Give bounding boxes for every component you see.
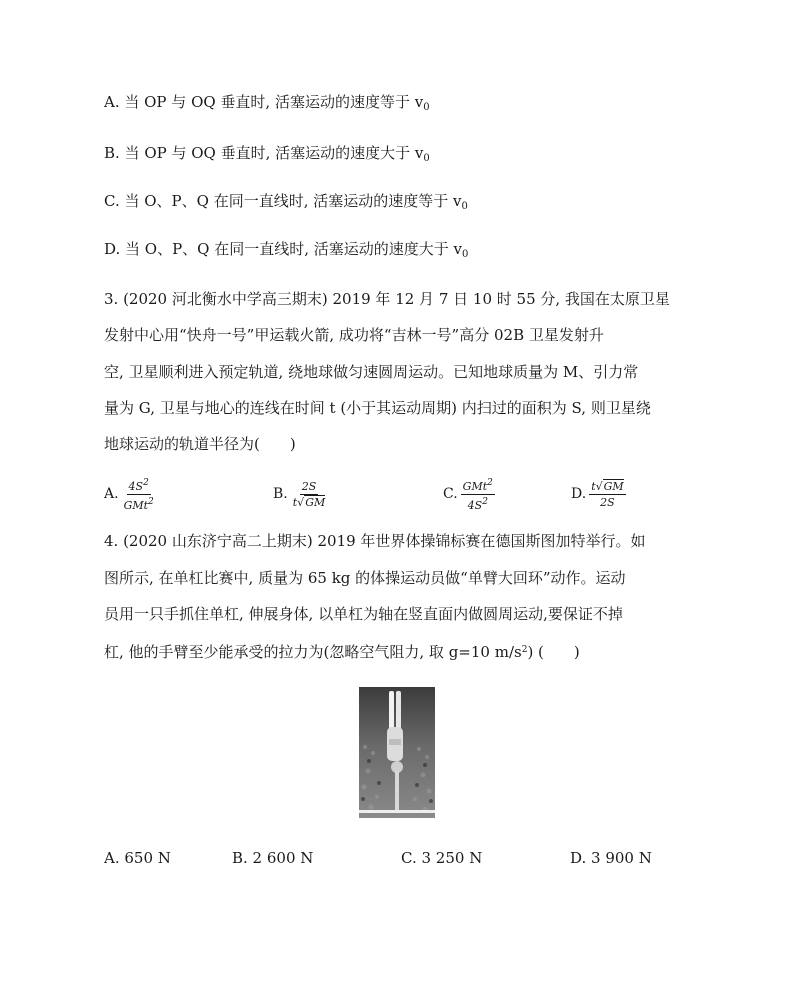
q3-stem-line-2: 发射中心用“快舟一号”甲运载火箭, 成功将“吉林一号”高分 02B 卫星发射升 bbox=[104, 326, 604, 344]
q4-option-a: A. 650 N bbox=[104, 849, 171, 867]
sqrt-icon: √ bbox=[595, 479, 603, 493]
q3-option-d bbox=[571, 476, 626, 512]
fraction: $\frac{4S^2}{GMt^2}$ bbox=[123, 477, 154, 512]
q2-option-a: A. 当 OP 与 OQ 垂直时, 活塞运动的速度等于 $v_0$ bbox=[104, 93, 430, 113]
q2-option-b: B. 当 OP 与 OQ 垂直时, 活塞运动的速度大于 $v_0$ bbox=[104, 144, 430, 164]
fraction: $\frac{2S}{t√GM}$ bbox=[292, 479, 326, 509]
q4-stem-line-1: 4. (2020 山东济宁高二上期末) 2019 年世界体操锦标赛在德国斯图加特举行。如 bbox=[104, 532, 646, 550]
gymnast-photo bbox=[359, 687, 435, 818]
sqrt-icon: √ bbox=[297, 495, 305, 509]
q4-stem-line-4: 杠, 他的手臂至少能承受的拉力为(忽略空气阻力, 取 g=10 $m/s^2$) ( ) bbox=[104, 643, 580, 661]
option-label: A. bbox=[104, 486, 119, 502]
q3-option-c bbox=[443, 476, 495, 512]
q2-option-c: C. 当 O、P、Q 在同一直线时, 活塞运动的速度等于 $v_0$ bbox=[104, 192, 468, 212]
fraction: $\frac{GMt^2}{4S^2}$ bbox=[462, 477, 493, 512]
q3-stem-line-3: 空, 卫星顺利进入预定轨道, 绕地球做匀速圆周运动。已知地球质量为 M、引力常 bbox=[104, 363, 639, 381]
q3-stem-line-1: 3. (2020 河北衡水中学高三期末) 2019 年 12 月 7 日 10 时 55 分, 我国在太原卫星 bbox=[104, 290, 670, 308]
q4-option-c: C. 3 250 N bbox=[401, 849, 483, 867]
q4-option-d: D. 3 900 N bbox=[570, 849, 652, 867]
q4-option-b: B. 2 600 N bbox=[232, 849, 314, 867]
q4-stem-line-3: 员用一只手抓住单杠, 伸展身体, 以单杠为轴在竖直面内做圆周运动,要保证不掉 bbox=[104, 605, 623, 623]
option-label: C. bbox=[443, 486, 458, 502]
q3-stem-line-4: 量为 G, 卫星与地心的连线在时间 t (小于其运动周期) 内扫过的面积为 S, 则卫星绕 bbox=[104, 399, 651, 417]
q2-option-d: D. 当 O、P、Q 在同一直线时, 活塞运动的速度大于 $v_0$ bbox=[104, 240, 469, 260]
q4-stem-line-2: 图所示, 在单杠比赛中, 质量为 65 kg 的体操运动员做“单臂大回环”动作。运动 bbox=[104, 569, 626, 587]
q3-stem-line-5: 地球运动的轨道半径为( ) bbox=[104, 435, 296, 453]
q3-option-b bbox=[273, 476, 327, 512]
q3-option-a bbox=[104, 476, 156, 512]
option-label: B. bbox=[273, 486, 288, 502]
option-label: D. bbox=[571, 486, 587, 502]
fraction: $\frac{t√GM}{2S}$ bbox=[591, 479, 624, 509]
